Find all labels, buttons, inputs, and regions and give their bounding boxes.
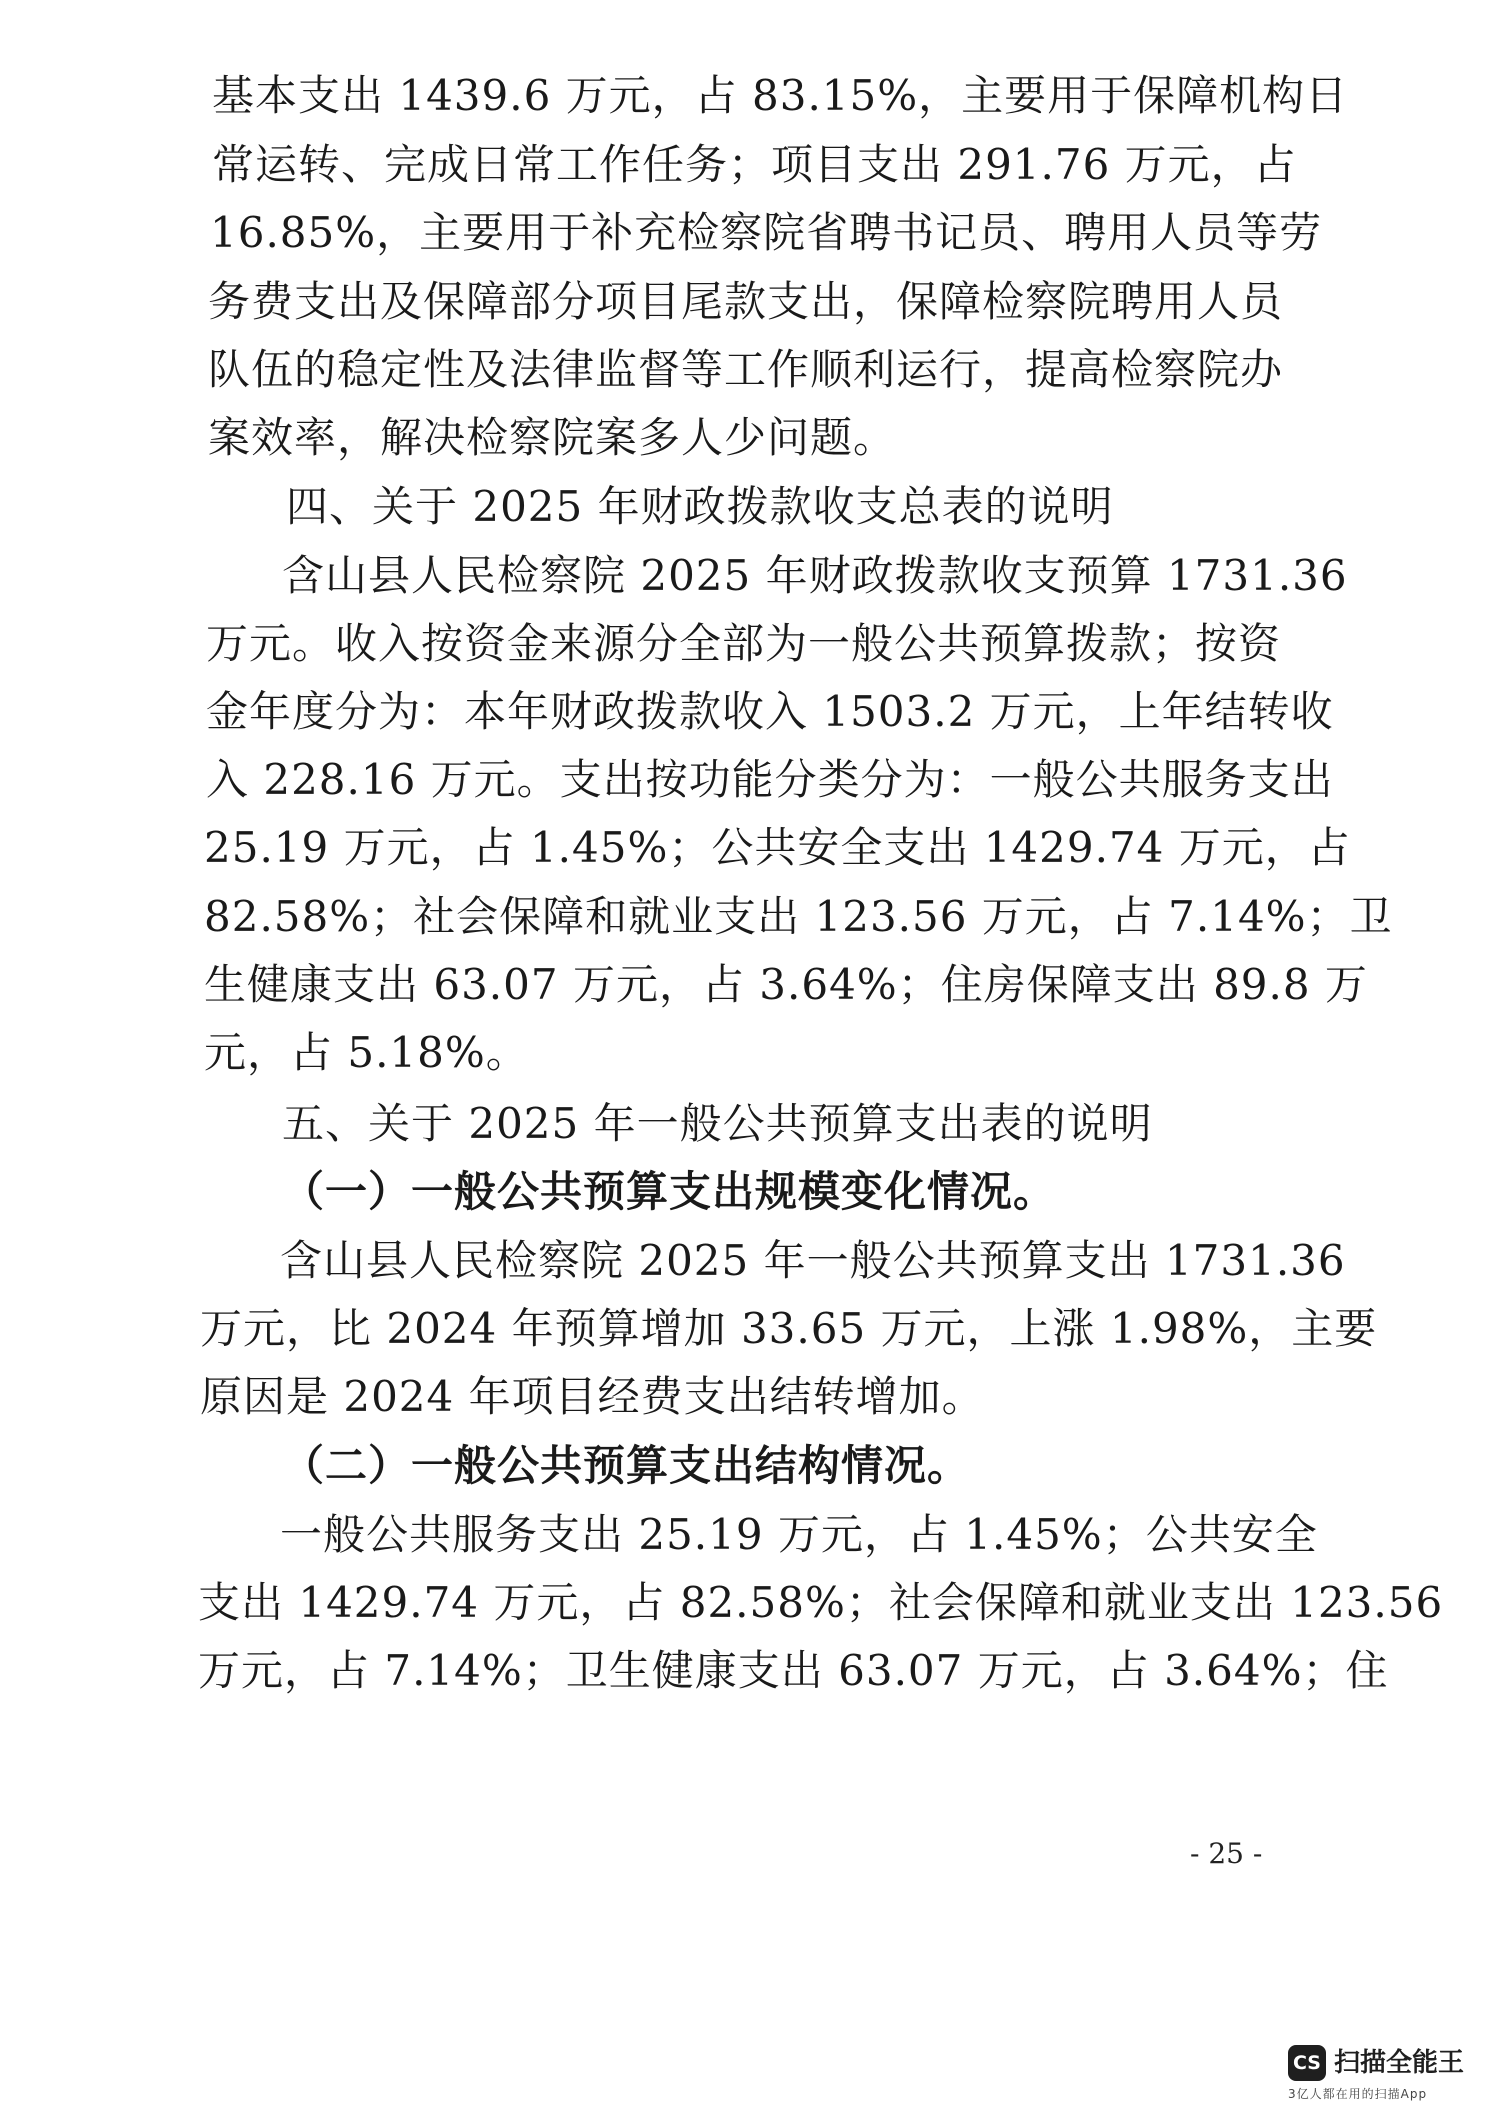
paragraph-line: 含山县人民检察院 2025 年财政拨款收支预算 1731.36 xyxy=(282,551,1348,600)
paragraph-line: 一般公共服务支出 25.19 万元，占 1.45%；公共安全 xyxy=(280,1510,1318,1559)
paragraph-line: 万元，比 2024 年预算增加 33.65 万元，上涨 1.98%，主要 xyxy=(200,1304,1378,1353)
watermark-title: 扫描全能王 xyxy=(1334,2048,1465,2078)
paragraph-line: 常运转、完成日常工作任务；项目支出 291.76 万元，占 xyxy=(212,140,1297,189)
paragraph-line: 务费支出及保障部分项目尾款支出，保障检察院聘用人员 xyxy=(208,277,1284,326)
page-number: - 25 - xyxy=(1190,1837,1263,1870)
paragraph-line: 16.85%，主要用于补充检察院省聘书记员、聘用人员等劳 xyxy=(210,208,1323,257)
paragraph-line: 金年度分为：本年财政拨款收入 1503.2 万元，上年结转收 xyxy=(206,687,1334,736)
paragraph-line: 元，占 5.18%。 xyxy=(204,1028,529,1077)
paragraph-line: 案效率，解决检察院案多人少问题。 xyxy=(208,413,897,462)
paragraph-line: 原因是 2024 年项目经费支出结转增加。 xyxy=(200,1372,985,1421)
watermark-subtitle: 3亿人都在用的扫描App xyxy=(1288,2087,1428,2101)
paragraph-line: 万元。收入按资金来源分全部为一般公共预算拨款；按资 xyxy=(206,619,1282,668)
paragraph-line: 支出 1429.74 万元，占 82.58%；社会保障和就业支出 123.56 xyxy=(198,1578,1444,1627)
paragraph-line: 队伍的稳定性及法律监督等工作顺利运行，提高检察院办 xyxy=(208,345,1284,394)
section-heading: 五、关于 2025 年一般公共预算支出表的说明 xyxy=(282,1099,1153,1148)
paragraph-line: 基本支出 1439.6 万元，占 83.15%，主要用于保障机构日 xyxy=(212,71,1349,120)
paragraph-line: 含山县人民检察院 2025 年一般公共预算支出 1731.36 xyxy=(280,1236,1346,1285)
camscanner-logo-icon: CS xyxy=(1288,2045,1326,2081)
section-heading: 四、关于 2025 年财政拨款收支总表的说明 xyxy=(286,482,1114,531)
paragraph-line: 万元，占 7.14%；卫生健康支出 63.07 万元，占 3.64%；住 xyxy=(198,1646,1389,1695)
subsection-heading: （二）一般公共预算支出结构情况。 xyxy=(282,1441,971,1490)
paragraph-line: 25.19 万元，占 1.45%；公共安全支出 1429.74 万元，占 xyxy=(204,823,1351,872)
scanner-watermark xyxy=(1288,2045,1478,2101)
paragraph-line: 入 228.16 万元。支出按功能分类分为：一般公共服务支出 xyxy=(206,755,1334,804)
subsection-heading: （一）一般公共预算支出规模变化情况。 xyxy=(282,1167,1057,1216)
paragraph-line: 生健康支出 63.07 万元，占 3.64%；住房保障支出 89.8 万 xyxy=(204,960,1368,1009)
paragraph-line: 82.58%；社会保障和就业支出 123.56 万元，占 7.14%；卫 xyxy=(204,892,1393,941)
